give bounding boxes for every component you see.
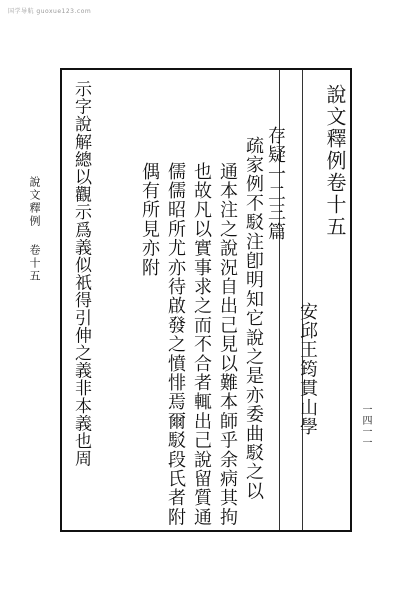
book-title: 說文釋例卷十五 xyxy=(323,84,347,238)
section-heading: 存疑一二三篇 xyxy=(265,126,286,242)
body-line: 儒儒昭所尤亦待啟發之憤悱焉爾駁段氏者附 xyxy=(165,162,186,527)
margin-book-name: 說文釋例 xyxy=(28,176,41,228)
column-rule xyxy=(302,70,303,530)
body-line: 偶有所見亦附 xyxy=(139,162,160,278)
margin-volume: 卷十五 xyxy=(28,244,41,283)
body-line: 疏家例不駁注卽明知它說之是亦委曲駁之以 xyxy=(243,136,264,501)
page-frame xyxy=(60,68,352,532)
margin-book-label xyxy=(26,176,42,283)
site-watermark: 国学导航 guoxue123.com xyxy=(8,8,92,15)
body-line: 通本注之說況自出己見以難本師乎余病其拘 xyxy=(217,162,238,527)
body-line: 示字說解總以觀示爲義似祇得引伸之義非本義也周 xyxy=(71,80,91,468)
author-line: 安邱王筠貫山學 xyxy=(297,302,318,437)
body-line: 也故凡以實事求之而不合者輒出己說留質通 xyxy=(191,162,212,527)
page-number: 一四一一 xyxy=(360,404,371,448)
